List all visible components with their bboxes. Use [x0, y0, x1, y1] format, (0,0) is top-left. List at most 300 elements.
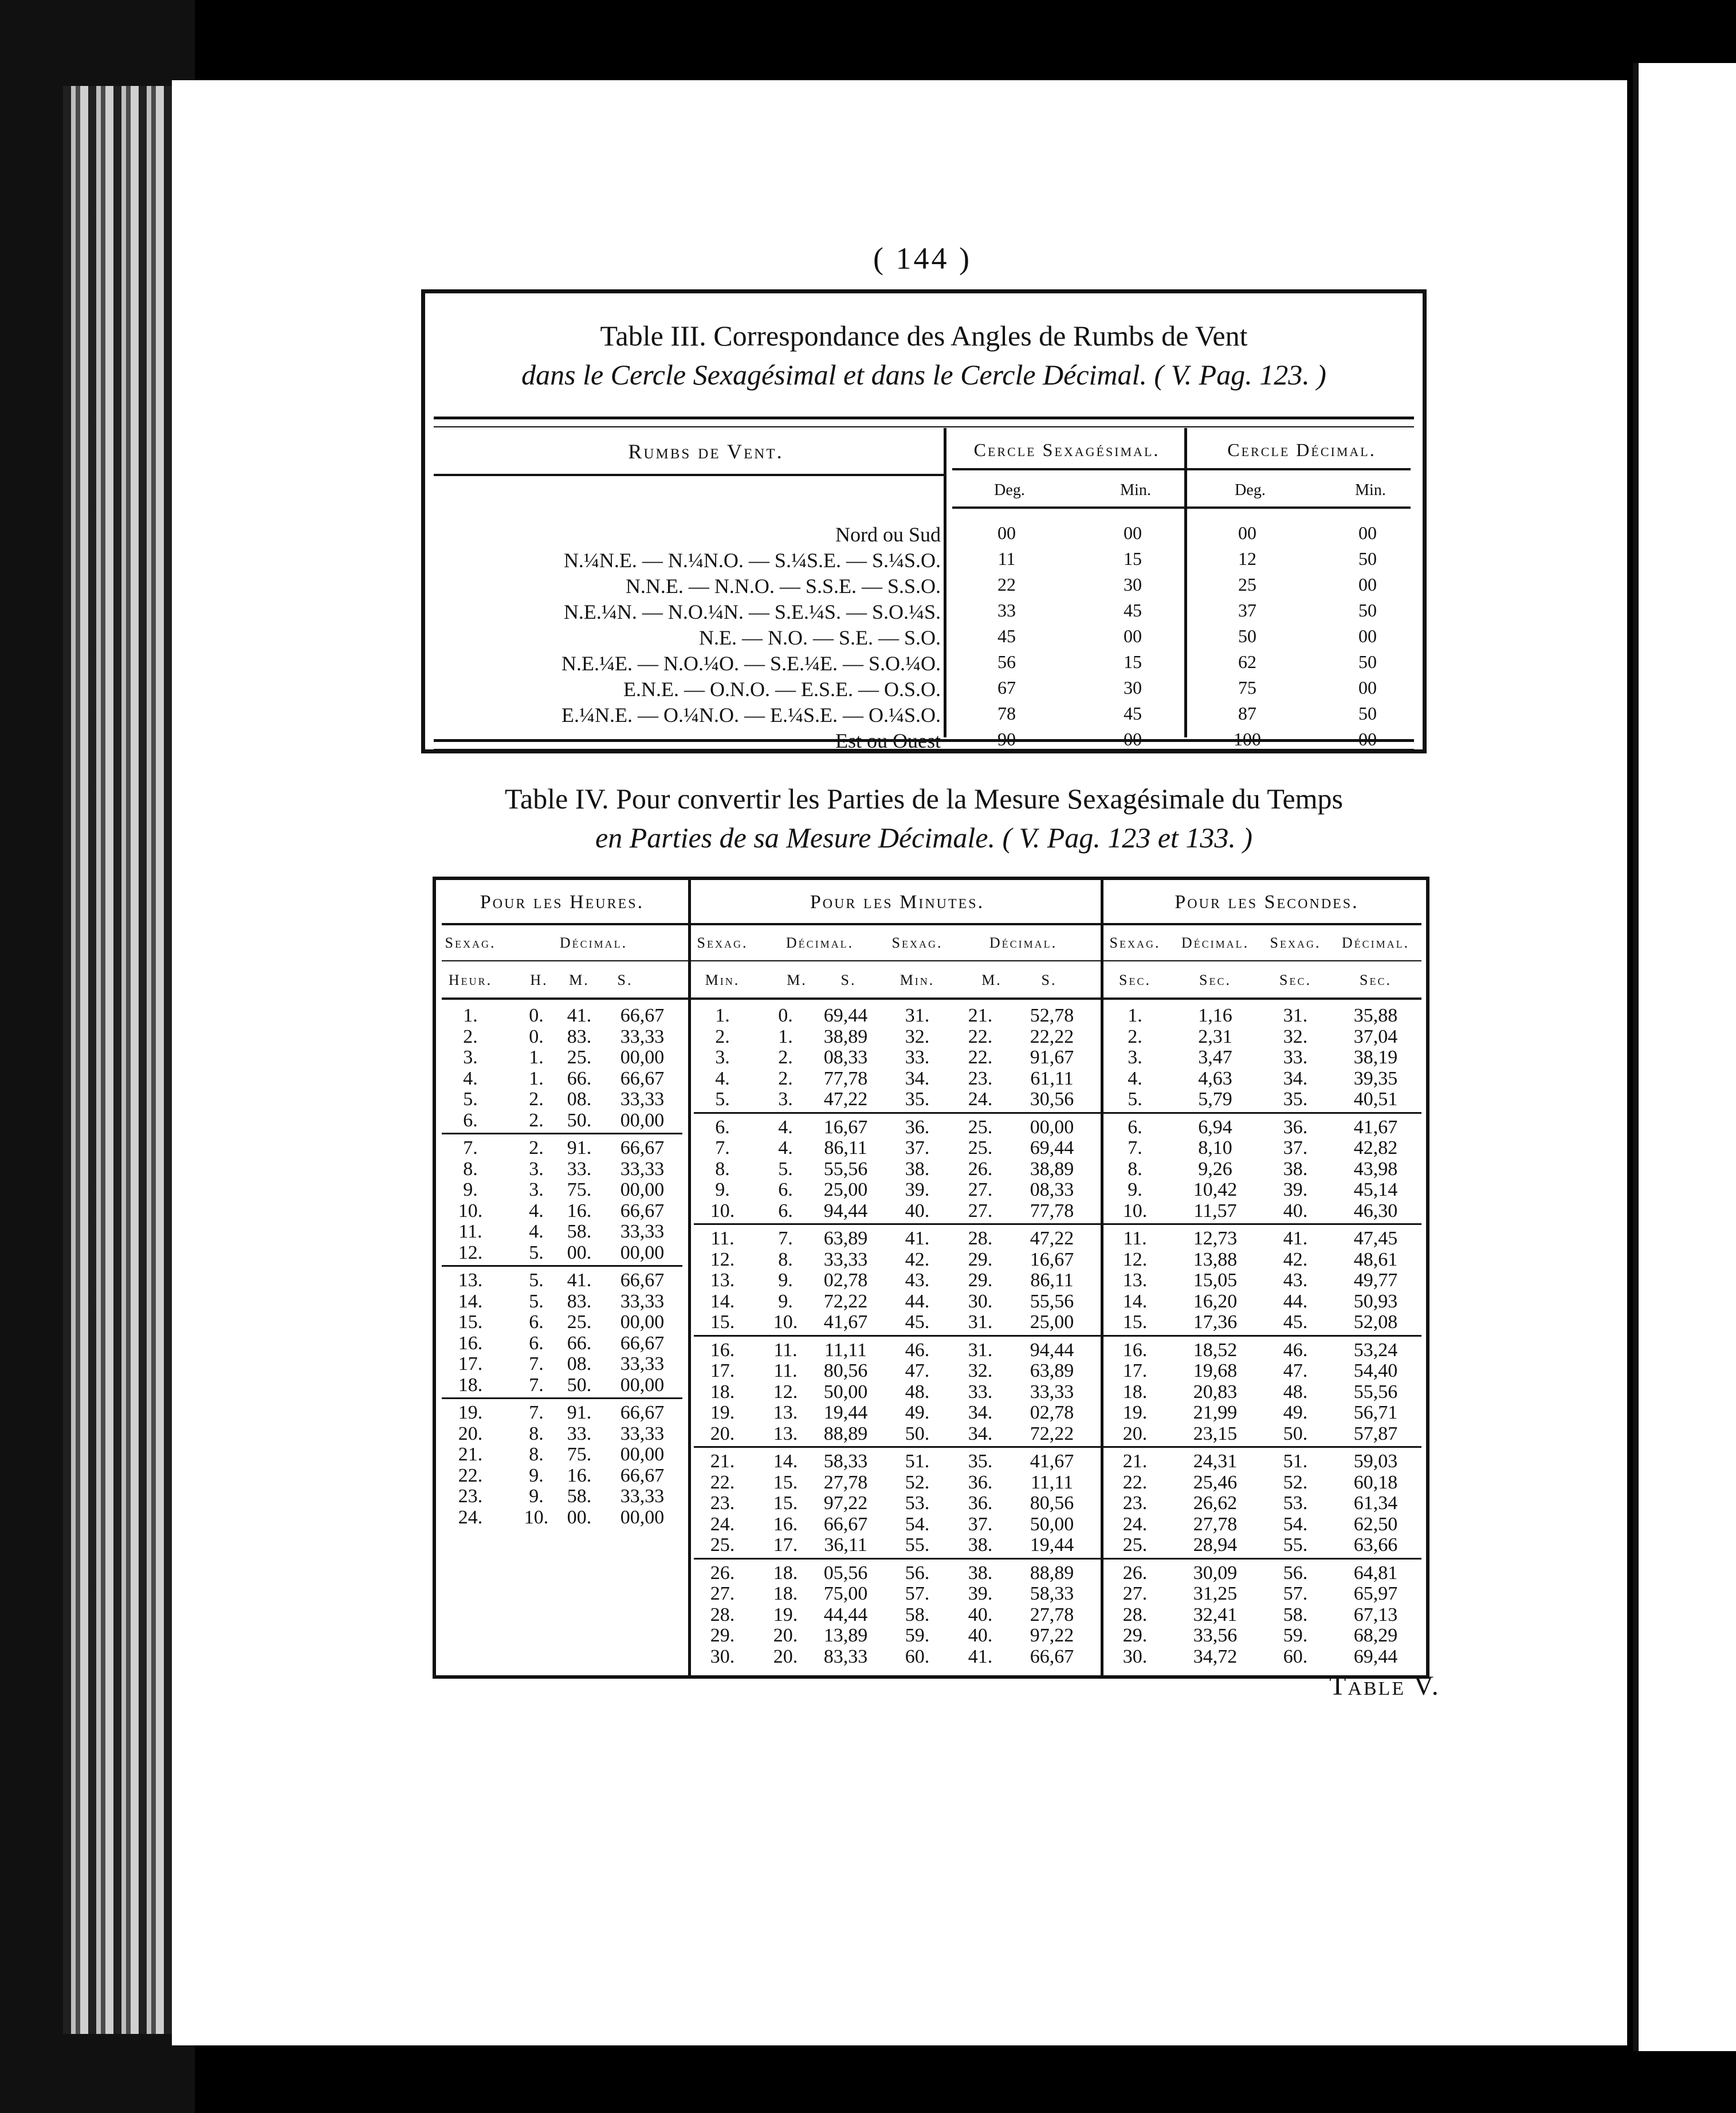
second-sexag: 30.: [1122, 1645, 1148, 1667]
second-decimal-b: 61,34: [1353, 1493, 1398, 1514]
minute-sexag-b: 52.: [905, 1471, 930, 1493]
rumb-label: N.E.¼N. — N.O.¼N. — S.E.¼S. — S.O.¼S.: [563, 600, 941, 623]
deci-deg-value: 25: [1238, 574, 1256, 595]
minute-m-b: 38.: [968, 1534, 993, 1556]
rumb-label: Est ou Ouest: [835, 729, 941, 752]
minute-sexag-b: 36.: [905, 1116, 930, 1138]
hour-sexag: 14.: [458, 1290, 483, 1312]
minsec-group-rule: [694, 1223, 1421, 1225]
minute-m-b: 22.: [968, 1026, 993, 1047]
second-sexag-b: 58.: [1283, 1604, 1308, 1625]
hour-sexag: 1.: [463, 1005, 478, 1026]
hour-sexag: 24.: [458, 1506, 483, 1528]
second-sexag: 23.: [1122, 1493, 1148, 1514]
minute-m-b: 40.: [968, 1604, 993, 1625]
minute-m-b: 27.: [968, 1179, 993, 1200]
hour-sexag: 2.: [463, 1026, 478, 1047]
second-sexag-b: 60.: [1283, 1645, 1308, 1667]
sexa-deg-value: 67: [997, 677, 1016, 698]
page-number: ( 144 ): [873, 241, 972, 276]
minute-m: 11.: [773, 1360, 798, 1381]
minute-m: 11.: [773, 1339, 798, 1361]
second-decimal-b: 60,18: [1353, 1471, 1398, 1493]
hour-h: 2.: [529, 1109, 544, 1131]
minute-m-b: 23.: [968, 1067, 993, 1089]
second-decimal: 25,46: [1193, 1471, 1238, 1493]
minute-m-b: 24.: [968, 1089, 993, 1110]
hour-m: 83.: [567, 1026, 592, 1047]
second-sexag: 21.: [1122, 1451, 1148, 1472]
minute-sexag: 21.: [710, 1451, 735, 1472]
minute-sexag-b: 37.: [905, 1137, 930, 1158]
hour-sexag: 5.: [463, 1089, 478, 1110]
minute-s-b: 33,33: [1030, 1381, 1074, 1403]
minute-sexag: 6.: [715, 1116, 730, 1138]
hour-s: 33,33: [620, 1026, 665, 1047]
hour-s: 33,33: [620, 1290, 665, 1312]
minute-m: 18.: [773, 1562, 798, 1584]
second-sexag-b: 31.: [1283, 1005, 1308, 1026]
minute-s-b: 25,00: [1030, 1311, 1074, 1333]
hour-sexag: 18.: [458, 1374, 483, 1396]
second-decimal-b: 48,61: [1353, 1248, 1398, 1270]
table3-col-rumbs: Rumbs de Vent.: [628, 440, 784, 463]
col-sec-b: Sec.: [1279, 972, 1311, 988]
minute-sexag: 9.: [715, 1179, 730, 1200]
hours-group-rule: [442, 1397, 682, 1399]
minute-m-b: 33.: [968, 1381, 993, 1403]
hour-m: 91.: [567, 1402, 592, 1423]
deci-min-value: 00: [1358, 729, 1377, 749]
second-sexag-b: 40.: [1283, 1200, 1308, 1222]
hour-s: 33,33: [620, 1221, 665, 1242]
second-sexag: 7.: [1128, 1137, 1142, 1158]
sexa-deg-value: 11: [997, 548, 1016, 569]
hour-h: 1.: [529, 1047, 544, 1068]
minute-m-b: 22.: [968, 1047, 993, 1068]
minute-m: 13.: [773, 1402, 798, 1423]
minute-sexag: 18.: [710, 1381, 735, 1403]
minute-sexag-b: 56.: [905, 1562, 930, 1584]
second-sexag-b: 33.: [1283, 1047, 1308, 1068]
hour-sexag: 6.: [463, 1109, 478, 1131]
minute-sexag-b: 53.: [905, 1493, 930, 1514]
second-decimal: 9,26: [1198, 1158, 1232, 1180]
minute-s: 83,33: [823, 1645, 868, 1667]
hour-m: 41.: [567, 1270, 592, 1291]
hour-m: 25.: [567, 1047, 592, 1068]
minute-m-b: 38.: [968, 1562, 993, 1584]
table3-col-sexa: Cercle Sexagésimal.: [973, 439, 1160, 460]
second-decimal: 18,52: [1193, 1339, 1238, 1361]
minute-sexag-b: 32.: [905, 1026, 930, 1047]
hour-s: 66,67: [620, 1270, 665, 1291]
minsec-group-rule: [694, 1558, 1421, 1560]
minute-s: 11,11: [824, 1339, 867, 1361]
minute-s: 27,78: [823, 1471, 868, 1493]
minute-sexag: 10.: [710, 1200, 735, 1222]
hour-s: 00,00: [620, 1109, 665, 1131]
rumb-label: N.E.¼E. — N.O.¼O. — S.E.¼E. — S.O.¼O.: [561, 652, 941, 675]
hour-m: 41.: [567, 1005, 592, 1026]
second-decimal: 23,15: [1193, 1423, 1238, 1444]
deci-deg-value: 50: [1238, 626, 1256, 646]
minute-sexag: 11.: [710, 1228, 735, 1249]
facing-page-edge: [1633, 63, 1736, 2051]
second-sexag: 6.: [1128, 1116, 1142, 1138]
second-sexag: 8.: [1128, 1158, 1142, 1180]
second-sexag: 18.: [1122, 1381, 1148, 1403]
second-decimal-b: 39,35: [1353, 1067, 1398, 1089]
minute-m: 12.: [773, 1381, 798, 1403]
minute-m: 10.: [773, 1311, 798, 1333]
minute-s: 25,00: [823, 1179, 868, 1200]
second-decimal-b: 62,50: [1353, 1513, 1398, 1535]
hour-m: 75.: [567, 1179, 592, 1200]
minute-m-b: 34.: [968, 1402, 993, 1423]
second-sexag-b: 55.: [1283, 1534, 1308, 1556]
minute-s-b: 66,67: [1030, 1645, 1074, 1667]
second-decimal-b: 65,97: [1353, 1583, 1398, 1604]
minute-sexag: 19.: [710, 1402, 735, 1423]
second-decimal: 24,31: [1193, 1451, 1238, 1472]
minute-s-b: 38,89: [1030, 1158, 1074, 1180]
hour-m: 33.: [567, 1423, 592, 1444]
deci-deg-value: 62: [1238, 651, 1256, 672]
second-decimal: 11,57: [1193, 1200, 1237, 1222]
rumb-label: N.E. — N.O. — S.E. — S.O.: [698, 626, 941, 649]
minute-s: 02,78: [823, 1270, 868, 1291]
hour-h: 9.: [529, 1464, 544, 1486]
minute-sexag: 20.: [710, 1423, 735, 1444]
minute-s-b: 88,89: [1030, 1562, 1074, 1584]
minute-m: 4.: [778, 1116, 793, 1138]
second-decimal: 5,79: [1198, 1089, 1232, 1110]
minute-sexag: 23.: [710, 1493, 735, 1514]
sexa-min-value: 15: [1124, 548, 1142, 569]
hour-s: 00,00: [620, 1179, 665, 1200]
hour-s: 33,33: [620, 1423, 665, 1444]
second-sexag-b: 49.: [1283, 1402, 1308, 1423]
minute-s: 63,89: [823, 1228, 868, 1249]
minute-m-b: 36.: [968, 1493, 993, 1514]
sexa-min-value: 15: [1124, 651, 1142, 672]
second-decimal: 17,36: [1193, 1311, 1238, 1333]
minute-m: 9.: [778, 1290, 793, 1312]
hour-sexag: 17.: [458, 1353, 483, 1374]
minute-m-b: 34.: [968, 1423, 993, 1444]
minute-sexag-b: 49.: [905, 1402, 930, 1423]
hour-sexag: 15.: [458, 1311, 483, 1333]
minute-sexag: 17.: [710, 1360, 735, 1381]
col-sexag-min-b: Sexag.: [891, 934, 943, 951]
minute-s: 97,22: [823, 1493, 868, 1514]
deci-min-value: 50: [1358, 651, 1377, 672]
table3-divider-1: [944, 428, 946, 737]
minutes-group-header: Pour les Minutes.: [810, 891, 985, 913]
sexa-min-value: 45: [1124, 600, 1142, 620]
table3-divider-2: [1184, 428, 1187, 737]
minute-s-b: 00,00: [1030, 1116, 1074, 1138]
hour-s: 33,33: [620, 1158, 665, 1180]
second-sexag-b: 56.: [1283, 1562, 1308, 1584]
second-decimal-b: 49,77: [1353, 1270, 1398, 1291]
deci-min-value: 50: [1358, 600, 1377, 620]
minute-m: 14.: [773, 1451, 798, 1472]
second-decimal-b: 46,30: [1353, 1200, 1398, 1222]
sexa-min-value: 00: [1124, 523, 1142, 543]
second-sexag-b: 42.: [1283, 1248, 1308, 1270]
minute-m-b: 21.: [968, 1005, 993, 1026]
second-decimal-b: 47,45: [1353, 1228, 1398, 1249]
table3-sub-rule: [952, 468, 1411, 470]
hour-m: 66.: [567, 1067, 592, 1089]
minute-sexag: 1.: [715, 1005, 730, 1026]
second-sexag-b: 53.: [1283, 1493, 1308, 1514]
minute-sexag-b: 47.: [905, 1360, 930, 1381]
minute-sexag-b: 41.: [905, 1228, 930, 1249]
second-decimal: 8,10: [1198, 1137, 1232, 1158]
minute-sexag-b: 55.: [905, 1534, 930, 1556]
second-decimal-b: 54,40: [1353, 1360, 1398, 1381]
minute-sexag: 24.: [710, 1513, 735, 1535]
table3-title-line1: Table III. Correspondance des Angles de Rumbs de Vent: [600, 320, 1248, 352]
rumb-label: N.N.E. — N.N.O. — S.S.E. — S.S.O.: [625, 575, 941, 598]
second-decimal: 27,78: [1193, 1513, 1238, 1535]
minute-sexag: 25.: [710, 1534, 735, 1556]
second-sexag-b: 39.: [1283, 1179, 1308, 1200]
minute-s: 19,44: [823, 1402, 868, 1423]
hour-h: 4.: [529, 1200, 544, 1222]
minute-s: 55,56: [823, 1158, 868, 1180]
hour-h: 2.: [529, 1089, 544, 1110]
sexa-min-value: 00: [1124, 626, 1142, 646]
hour-s: 66,67: [620, 1402, 665, 1423]
second-decimal-b: 37,04: [1353, 1026, 1398, 1047]
hour-m: 83.: [567, 1290, 592, 1312]
second-decimal-b: 57,87: [1353, 1423, 1398, 1444]
sexa-deg-value: 56: [997, 651, 1016, 672]
second-decimal-b: 38,19: [1353, 1047, 1398, 1068]
second-sexag-b: 34.: [1283, 1067, 1308, 1089]
minute-sexag-b: 60.: [905, 1645, 930, 1667]
hour-sexag: 19.: [458, 1402, 483, 1423]
table4-title-line2: en Parties de sa Mesure Décimale. ( V. Pag. 123 et 133. ): [595, 822, 1252, 854]
minute-s: 69,44: [823, 1005, 868, 1026]
hour-m: 91.: [567, 1137, 592, 1158]
rumb-label: Nord ou Sud: [835, 523, 941, 546]
hours-group-header: Pour les Heures.: [480, 891, 645, 913]
hour-sexag: 11.: [458, 1221, 482, 1242]
rumb-label: E.¼N.E. — O.¼N.O. — E.¼S.E. — O.¼S.O.: [561, 704, 941, 726]
hour-h: 10.: [524, 1506, 549, 1528]
col-sexag-min-a: Sexag.: [697, 934, 748, 951]
col-heur: Heur.: [448, 972, 493, 988]
second-decimal: 2,31: [1198, 1026, 1232, 1047]
deci-min-value: 50: [1358, 548, 1377, 569]
hour-h: 1.: [529, 1067, 544, 1089]
minute-m: 2.: [778, 1047, 793, 1068]
minute-s-b: 72,22: [1030, 1423, 1074, 1444]
hour-s: 66,67: [620, 1005, 665, 1026]
second-sexag-b: 57.: [1283, 1583, 1308, 1604]
minute-m: 2.: [778, 1067, 793, 1089]
sexa-deg-value: 78: [997, 703, 1016, 724]
hour-m: 75.: [567, 1444, 592, 1465]
hour-h: 7.: [529, 1402, 544, 1423]
second-sexag: 1.: [1128, 1005, 1142, 1026]
second-decimal: 30,09: [1193, 1562, 1238, 1584]
hour-m: 50.: [567, 1374, 592, 1396]
minute-m-b: 40.: [968, 1625, 993, 1646]
minute-s: 08,33: [823, 1047, 868, 1068]
table4-frame: [433, 877, 1429, 1679]
deci-min-value: 00: [1358, 626, 1377, 646]
minute-s: 44,44: [823, 1604, 868, 1625]
sexa-deg-value: 45: [997, 626, 1016, 646]
col-s: S.: [617, 972, 633, 988]
minute-m-b: 39.: [968, 1583, 993, 1604]
minsec-group-rule: [694, 1446, 1421, 1448]
minute-m-b: 25.: [968, 1116, 993, 1138]
hour-h: 7.: [529, 1374, 544, 1396]
second-sexag: 5.: [1128, 1089, 1142, 1110]
minute-s-b: 22,22: [1030, 1026, 1074, 1047]
minute-m-b: 37.: [968, 1513, 993, 1535]
hours-group-rule: [442, 1265, 682, 1267]
minute-s-b: 16,67: [1030, 1248, 1074, 1270]
deci-deg-value: 100: [1234, 729, 1261, 749]
col-h: H.: [530, 972, 548, 988]
minute-s: 13,89: [823, 1625, 868, 1646]
col-min-a: Min.: [705, 972, 740, 988]
second-sexag: 14.: [1122, 1290, 1148, 1312]
minute-s-b: 69,44: [1030, 1137, 1074, 1158]
hour-h: 6.: [529, 1311, 544, 1333]
hour-h: 3.: [529, 1158, 544, 1180]
col-decimal-min-a: Décimal.: [785, 934, 854, 951]
second-decimal: 26,62: [1193, 1493, 1238, 1514]
second-sexag: 4.: [1128, 1067, 1142, 1089]
minute-m: 17.: [773, 1534, 798, 1556]
deci-deg-value: 00: [1238, 523, 1256, 543]
col-sec-b2: Sec.: [1360, 972, 1392, 988]
second-sexag-b: 46.: [1283, 1339, 1308, 1361]
minute-s-b: 41,67: [1030, 1451, 1074, 1472]
second-sexag-b: 45.: [1283, 1311, 1308, 1333]
table4-head-rule-1: [442, 960, 1421, 961]
minute-sexag-b: 42.: [905, 1248, 930, 1270]
hour-s: 33,33: [620, 1486, 665, 1507]
minute-s: 41,67: [823, 1311, 868, 1333]
minute-sexag: 14.: [710, 1290, 735, 1312]
second-decimal-b: 69,44: [1353, 1645, 1398, 1667]
col-sec-a: Sec.: [1119, 972, 1151, 988]
table3-title: [425, 316, 1423, 394]
hour-sexag: 3.: [463, 1047, 478, 1068]
second-decimal-b: 50,93: [1353, 1290, 1398, 1312]
hour-s: 66,67: [620, 1067, 665, 1089]
second-sexag-b: 41.: [1283, 1228, 1308, 1249]
minute-s: 36,11: [824, 1534, 867, 1556]
minute-m-b: 41.: [968, 1645, 993, 1667]
minute-sexag: 16.: [710, 1339, 735, 1361]
second-decimal-b: 67,13: [1353, 1604, 1398, 1625]
minute-m-b: 31.: [968, 1339, 993, 1361]
col-decimal-sec-a: Décimal.: [1181, 934, 1250, 951]
second-sexag-b: 52.: [1283, 1471, 1308, 1493]
second-sexag: 19.: [1122, 1402, 1148, 1423]
minute-sexag-b: 45.: [905, 1311, 930, 1333]
hour-sexag: 13.: [458, 1270, 483, 1291]
deci-min-value: 00: [1358, 523, 1377, 543]
minute-m-b: 35.: [968, 1451, 993, 1472]
hour-h: 0.: [529, 1026, 544, 1047]
minute-sexag: 15.: [710, 1311, 735, 1333]
book-gutter: [0, 0, 195, 2113]
second-decimal-b: 64,81: [1353, 1562, 1398, 1584]
second-sexag: 10.: [1122, 1200, 1148, 1222]
minute-s-b: 11,11: [1031, 1471, 1073, 1493]
minute-s-b: 80,56: [1030, 1493, 1074, 1514]
hour-m: 16.: [567, 1200, 592, 1222]
second-decimal-b: 53,24: [1353, 1339, 1398, 1361]
hour-sexag: 22.: [458, 1464, 483, 1486]
minute-sexag-b: 48.: [905, 1381, 930, 1403]
sexa-deg-value: 33: [997, 600, 1016, 620]
table3-title-line2: dans le Cercle Sexagésimal et dans le Cercle Décimal. ( V. Pag. 123. ): [521, 359, 1326, 391]
sexa-deg-value: 22: [997, 574, 1016, 595]
minute-m-b: 30.: [968, 1290, 993, 1312]
hour-sexag: 10.: [458, 1200, 483, 1222]
hour-sexag: 8.: [463, 1158, 478, 1180]
hour-sexag: 16.: [458, 1332, 483, 1354]
hour-h: 9.: [529, 1486, 544, 1507]
catchword: Table V.: [1329, 1671, 1440, 1701]
second-sexag: 25.: [1122, 1534, 1148, 1556]
minute-sexag-b: 43.: [905, 1270, 930, 1291]
minute-sexag-b: 46.: [905, 1339, 930, 1361]
minute-m: 18.: [773, 1583, 798, 1604]
second-decimal: 21,99: [1193, 1402, 1238, 1423]
second-sexag-b: 44.: [1283, 1290, 1308, 1312]
minute-m-b: 29.: [968, 1270, 993, 1291]
minute-m: 20.: [773, 1625, 798, 1646]
minute-m: 0.: [778, 1005, 793, 1026]
hour-s: 00,00: [620, 1444, 665, 1465]
minute-sexag: 22.: [710, 1471, 735, 1493]
minute-sexag: 30.: [710, 1645, 735, 1667]
hour-sexag: 4.: [463, 1067, 478, 1089]
second-sexag: 24.: [1122, 1513, 1148, 1535]
minute-s: 05,56: [823, 1562, 868, 1584]
col-m-a: M.: [787, 972, 807, 988]
minute-s-b: 19,44: [1030, 1534, 1074, 1556]
minute-s: 58,33: [823, 1451, 868, 1472]
minute-s: 94,44: [823, 1200, 868, 1222]
second-sexag-b: 51.: [1283, 1451, 1308, 1472]
minute-m: 19.: [773, 1604, 798, 1625]
hour-sexag: 7.: [463, 1137, 478, 1158]
hour-m: 50.: [567, 1109, 592, 1131]
col-s-b: S.: [1041, 972, 1057, 988]
minute-sexag-b: 44.: [905, 1290, 930, 1312]
minute-sexag-b: 57.: [905, 1583, 930, 1604]
second-sexag: 27.: [1122, 1583, 1148, 1604]
hour-h: 3.: [529, 1179, 544, 1200]
col-s-a: S.: [840, 972, 857, 988]
hour-sexag: 20.: [458, 1423, 483, 1444]
